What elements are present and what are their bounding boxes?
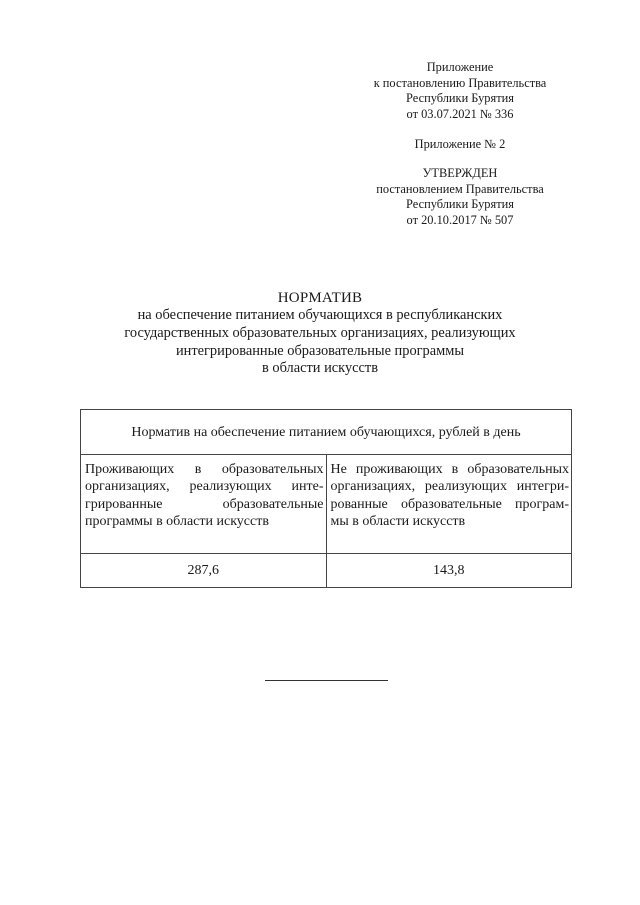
column-word: образовательные: [222, 496, 324, 512]
approved-decree-line: постановлением Правительства: [376, 181, 544, 196]
subtitle-line: интегрированные образовательные программы: [175, 342, 465, 359]
column-word: интегри-: [516, 479, 569, 495]
column-word: Проживающих: [85, 462, 175, 477]
column-line: [85, 478, 324, 495]
table-header-text: Норматив на обеспечение питанием обучающихся, рублей в день: [131, 425, 521, 441]
column-non-residing: [326, 455, 572, 554]
appendix-number-block: [360, 137, 560, 153]
appendix-decree-line: к постановлению Правительства: [373, 75, 547, 90]
approved-date-line: от 20.10.2017 № 507: [406, 212, 514, 227]
norm-table: [80, 409, 572, 588]
table-column-row: [81, 455, 572, 554]
value-residing: 287,6: [81, 554, 327, 588]
approved-block: [360, 166, 560, 228]
column-word: инте-: [291, 479, 324, 495]
column-word: проживающих: [355, 462, 443, 477]
column-word: в: [194, 462, 202, 477]
document-heading: НОРМАТИВ: [277, 290, 363, 306]
subtitle-line: на обеспечение питанием обучающихся в республиканских: [137, 307, 503, 323]
subtitle-line: государственных образовательных организациях, реализующих: [124, 324, 516, 341]
approved-label: УТВЕРЖДЕН: [422, 166, 498, 180]
table-header-cell: [81, 410, 572, 455]
column-word: программы в области искусств: [85, 513, 269, 529]
column-word: програм-: [515, 496, 569, 512]
document-title-block: [70, 289, 570, 378]
column-word: образовательных: [467, 462, 569, 477]
column-word: Не: [330, 462, 347, 477]
appendix-republic-line: Республики Бурятия: [406, 91, 514, 105]
column-word: реализующих: [424, 479, 508, 495]
column-line: [85, 461, 324, 478]
column-line: [331, 513, 570, 530]
table-value-row: [81, 554, 572, 588]
column-word: грированные: [85, 496, 163, 512]
column-line: [331, 461, 570, 478]
column-word: организациях,: [85, 479, 170, 495]
appendix-label: Приложение: [426, 60, 494, 74]
approved-republic-line: Республики Бурятия: [406, 197, 514, 211]
column-word: образовательные: [400, 496, 502, 512]
document-subtitle: [70, 307, 570, 378]
end-divider: [265, 680, 388, 681]
appendix-number: Приложение № 2: [414, 137, 506, 151]
column-line: [85, 513, 324, 530]
table-header-row: [81, 410, 572, 455]
column-line: [331, 478, 570, 495]
column-word: мы в области искусств: [330, 513, 466, 529]
column-word: реализующих: [189, 479, 272, 495]
appendix-block: [360, 60, 560, 122]
column-line: [331, 496, 570, 513]
appendix-date-line: от 03.07.2021 № 336: [406, 106, 514, 121]
column-word: образовательных: [221, 462, 324, 477]
column-word: рованные: [330, 496, 388, 512]
column-word: в: [451, 462, 459, 477]
subtitle-line: в области искусств: [261, 360, 379, 377]
column-residing: [81, 455, 327, 554]
column-word: организациях,: [330, 479, 416, 495]
value-non-residing: 143,8: [326, 554, 572, 588]
column-line: [85, 496, 324, 513]
